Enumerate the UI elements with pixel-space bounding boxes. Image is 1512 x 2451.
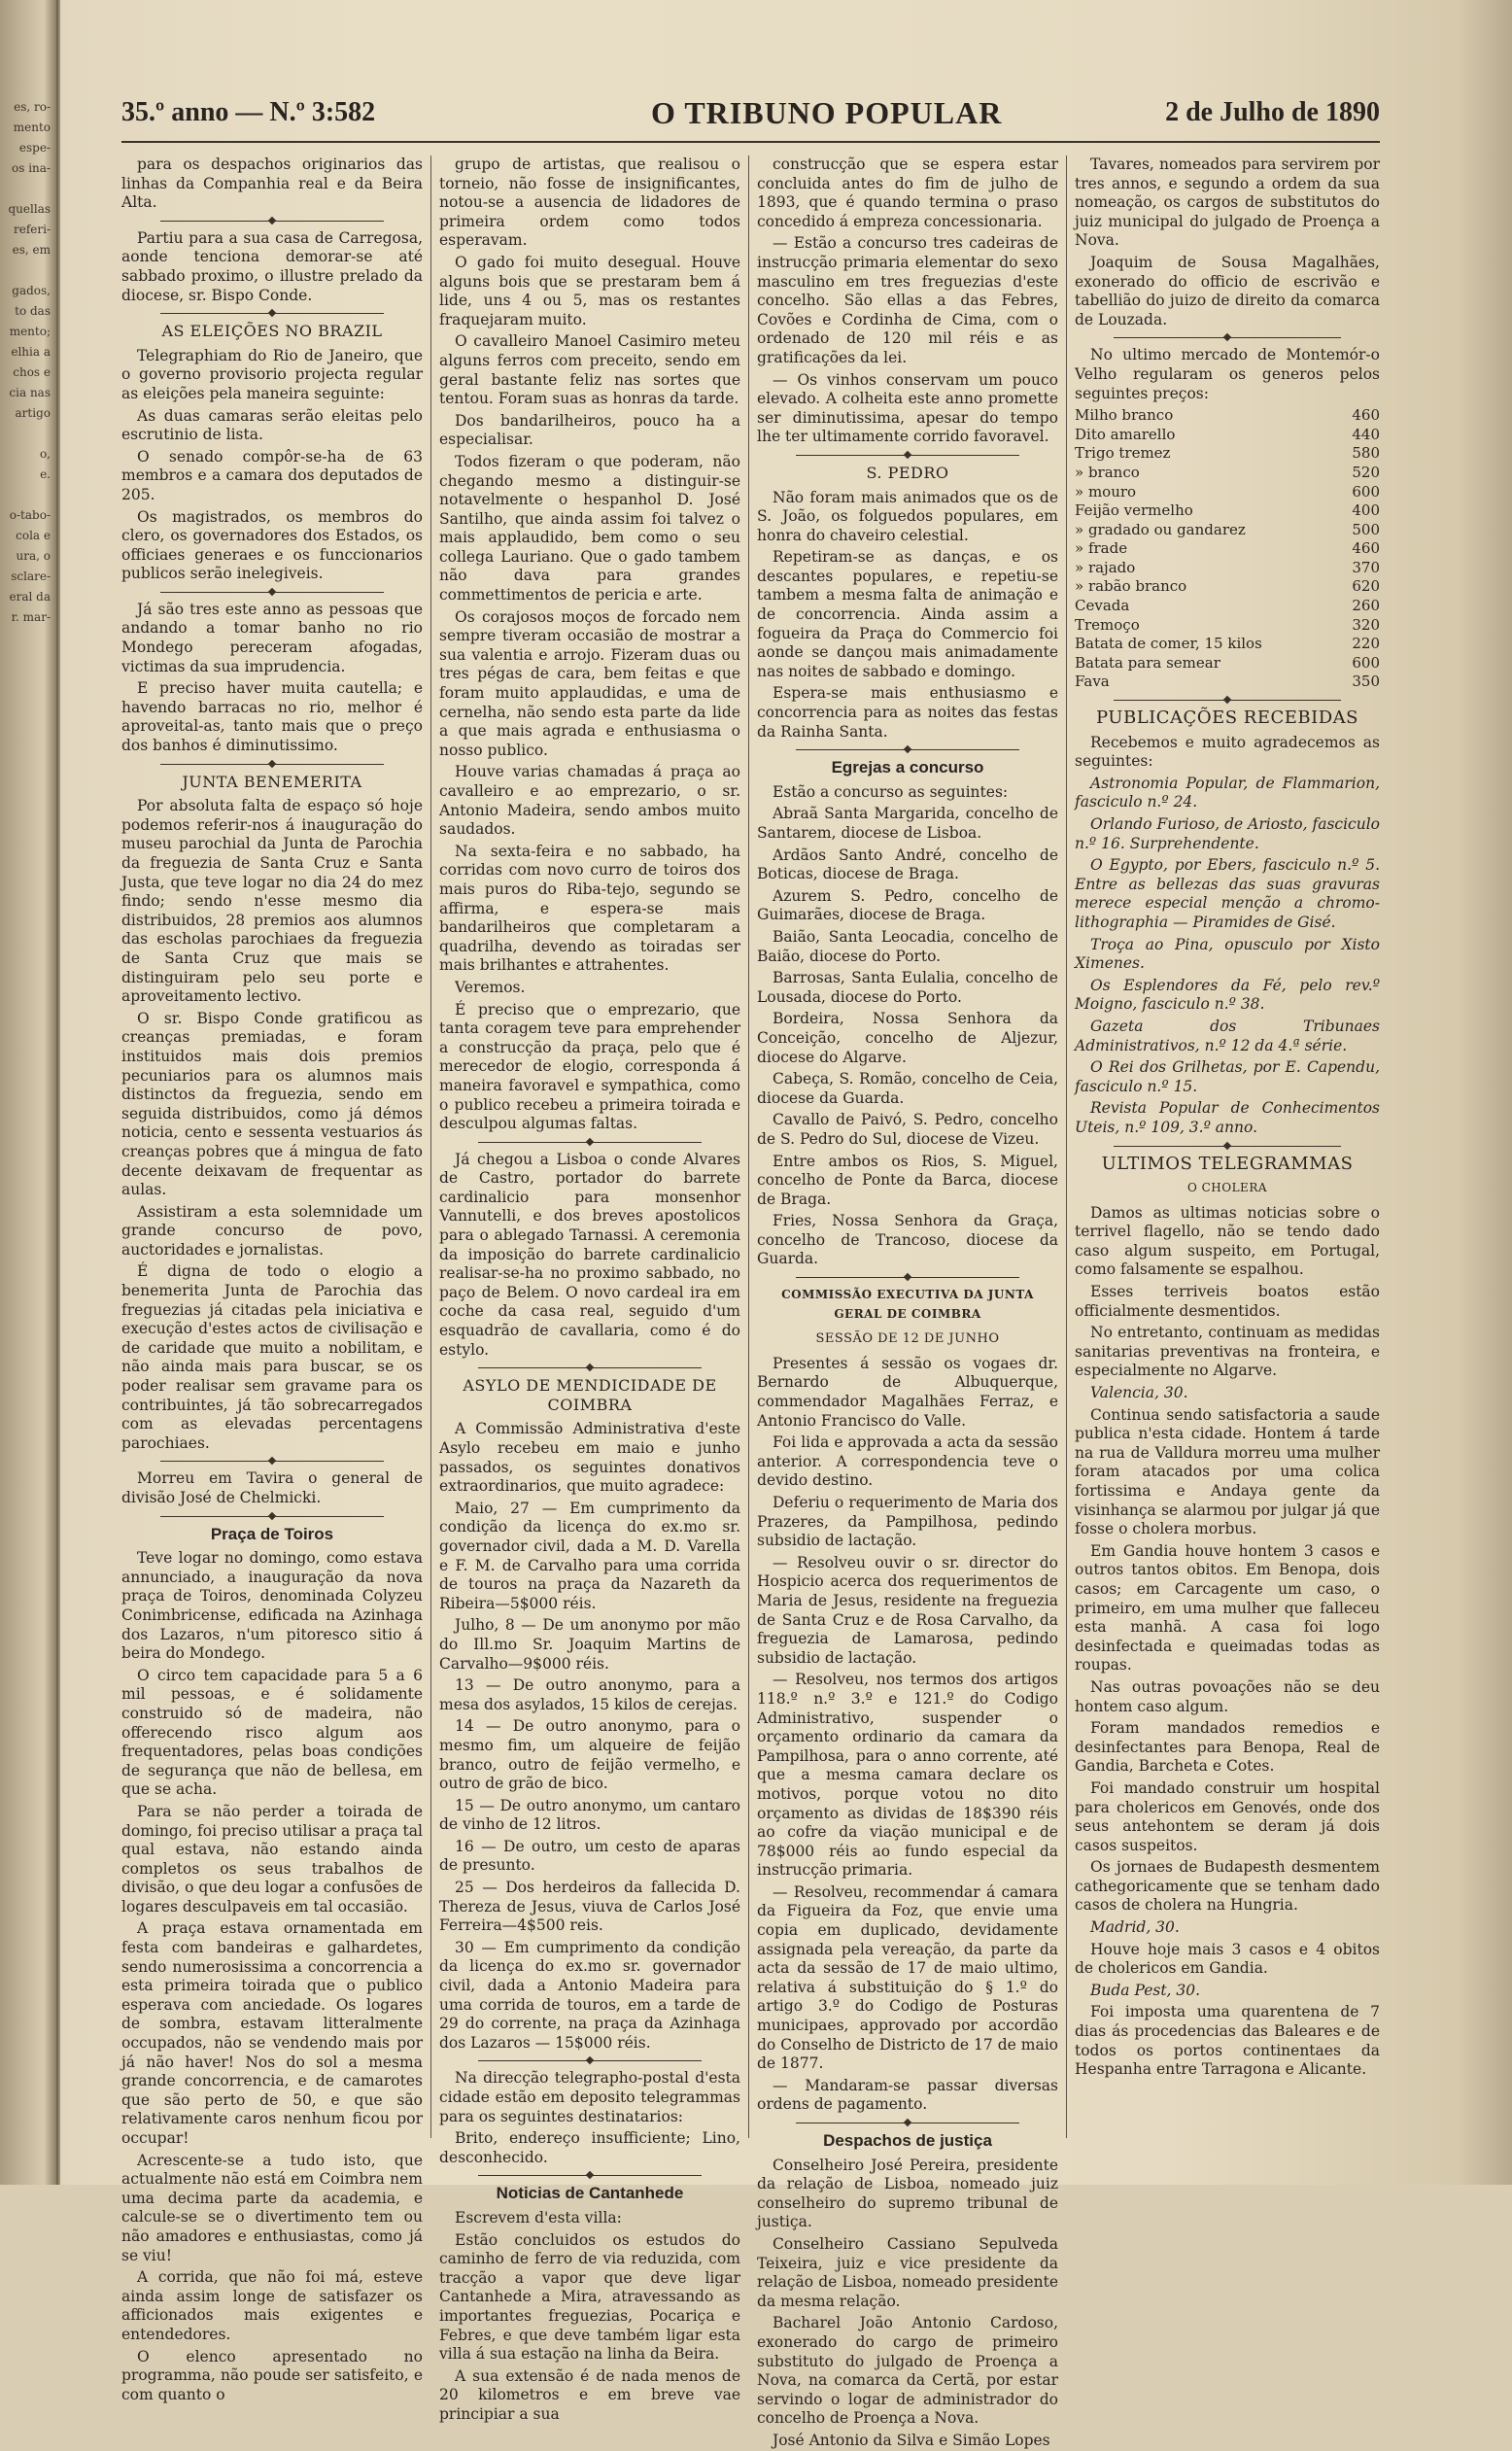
publication-entry: Troça ao Pina, opusculo por Xisto Ximenes. <box>1075 935 1380 973</box>
article-text: Já são tres este anno as pessoas que andando a tomar banho no rio Mondego pereceram afogadas, victimas da sua imprudencia. <box>121 600 423 675</box>
price-item: » mouro <box>1075 482 1137 501</box>
column-4 <box>1075 155 1380 2158</box>
margin-fragment: referi- <box>13 223 51 236</box>
article-text: No ultimo mercado de Montemór-o Velho regularam os generos pelos seguintes preços: <box>1075 346 1380 402</box>
article-text: Na direcção telegrapho-postal d'esta cidade estão em deposito telegrammas para os seguintes destinatarios: <box>439 2069 740 2125</box>
column-divider <box>748 155 749 2138</box>
price-row <box>1075 464 1380 483</box>
article-text: Assistiram a esta solemnidade um grande concurso de povo, auctoridades e jornalistas. <box>121 1202 423 1259</box>
article-text: Brito, endereço insufficiente; Lino, desconhecido. <box>439 2129 740 2166</box>
price-value: 440 <box>1352 425 1380 443</box>
article-text: Cabeça, S. Romão, concelho de Ceia, diocese da Guarda. <box>757 1070 1058 1107</box>
article-text: Partiu para a sua casa de Carregosa, aonde tenciona demorar-se até sabbado proximo, o illustre prelado da diocese, sr. Bispo Conde. <box>121 228 423 304</box>
publication-entry: O Egypto, por Ebers, fasciculo n.º 5. Entre as bellezas das suas gravuras merece especial menção a chromo-lithographia — Piramides de Gisé. <box>1075 856 1380 931</box>
article-text: Cavallo de Paivó, S. Pedro, concelho de S. Pedro do Sul, diocese de Vizeu. <box>757 1111 1058 1148</box>
article-text: Estão a concurso as seguintes: <box>773 782 1009 801</box>
article-text: Ardãos Santo André, concelho de Boticas, diocese de Braga. <box>757 846 1058 883</box>
issue-date: 2 de Julho de 1890 <box>1165 97 1380 127</box>
article-text: A corrida, que não foi má, esteve ainda assim longe de satisfazer os afficionados mais exigentes e entendedores. <box>121 2268 423 2343</box>
price-item: » rabão branco <box>1075 577 1187 596</box>
article-text: No entretanto, continuam as medidas sanitarias preventivas na fronteira, e especialmente no Algarve. <box>1075 1324 1380 1380</box>
article-text: As duas camaras serão eleitas pelo escrutinio de lista. <box>121 406 423 444</box>
page-fold <box>56 0 60 2185</box>
price-value: 580 <box>1352 444 1380 463</box>
article-text: Continua sendo satisfactoria a saude publica n'esta cidade. Hontem á tarde na rua de Valldura morreu uma mulher foram atacados por uma colica fortissima e Andaya gente da visinhança se alarmou por julgar já que fosse o cholera morbus. <box>1075 1405 1380 1538</box>
article-text: Recebemos e muito agradecemos as seguintes: <box>1075 733 1380 771</box>
article-text: 16 — De outro, um cesto de aparas de presunto. <box>439 1837 740 1875</box>
margin-fragment: artigo <box>15 406 51 420</box>
article-text: Entre ambos os Rios, S. Miguel, concelho de Ponte da Barca, diocese de Braga. <box>757 1152 1058 1208</box>
article-text: Damos as ultimas noticias sobre o terrivel flagello, não se tendo dado caso algum suspeito, em Portugal, como falsamente se espalhou. <box>1075 1203 1380 1279</box>
article-text: Houve varias chamadas á praça ao cavalleiro e ao emprezario, o sr. Antonio Madeira, sendo ambos muito saudados. <box>439 763 740 839</box>
section-subheading: SESSÃO DE 12 DE JUNHO <box>815 1331 1000 1347</box>
margin-fragment: mento; <box>9 325 51 338</box>
margin-fragment: eral da <box>9 590 51 604</box>
separator <box>1114 1146 1341 1147</box>
article-text: grupo de artistas, que realisou o torneio, não fosse de insignificantes, notou-se a ausencia de lidadores de primeira ordem como todos esperavam. <box>439 155 740 250</box>
price-item: Batata de comer, 15 kilos <box>1075 635 1262 653</box>
publication-entry: Revista Popular de Conhecimentos Uteis, n.º 109, 3.º anno. <box>1075 1099 1380 1136</box>
section-heading: AS ELEIÇÕES NO BRAZIL <box>161 322 383 341</box>
article-text: O sr. Bispo Conde gratificou as creanças premiadas, e foram instituidos mais dois premios pecuniarios para os alumnos mais distinctos da freguezia, sendo em seguida distribuidos, como já démos noticia, cento e sessenta vestuarios ás creanças pobres que á mingua de fato decente deixavam de frequentar as aulas. <box>121 1009 423 1199</box>
article-text: A sua extensão é de nada menos de 20 kilometros e em breve vae principiar a sua <box>439 2366 740 2423</box>
separator <box>478 2175 702 2176</box>
article-text: 13 — De outro anonymo, para a mesa dos asylados, 15 kilos de cerejas. <box>439 1676 740 1713</box>
margin-fragment: quellas <box>8 202 51 216</box>
price-row <box>1075 406 1380 426</box>
price-value: 320 <box>1352 615 1380 634</box>
article-text: A praça estava ornamentada em festa com bandeiras e galhardetes, sendo numerosissima a concorrencia a esta primeira toirada que o publico esperava com anciedade. Os logares de sombra, estavam litteralmente occupados, não se vendendo mais por já não haver! Nos do sol a mesma grande concorrencia, e de camarotes que são perto de 50, e que são relativamente caros nenhum ficou por occupar! <box>121 1919 423 2147</box>
article-text: — Resolveu, nos termos dos artigos 118.º n.º 3.º e 121.º do Codigo Administrativo, suspender o orçamento ordinario da camara da Pampilhosa, para o anno corrente, até que a mesma camara declare os motivos, porque votou no dito orçamento as dividas de 18$390 réis ao cofre da viação municipal e de 78$000 réis ao fundo especial da instrucção primaria. <box>757 1671 1058 1880</box>
separator <box>160 764 384 765</box>
margin-fragment: o, <box>39 447 51 461</box>
article-text: Por absoluta falta de espaço só hoje podemos referir-nos á inauguração do museu parochial da Junta de Parochia da freguezia de Santa Cruz e Santa Justa, que teve logar no dia 24 do mez findo; sendo n'esse mesmo dia distribuidos, 28 premios aos alumnos das escholas parochiaes da freguezia de Santa Cruz que mais se distinguiram pelo seu porte e aproveitamento lectivo. <box>121 797 423 1006</box>
price-row <box>1075 539 1380 559</box>
article-text: Foi imposta uma quarentena de 7 dias ás procedencias das Baleares e de todos os portos continentaes da Hespanha entre Tarragona e Alicante. <box>1075 2003 1380 2079</box>
price-value: 400 <box>1352 501 1380 520</box>
margin-fragment <box>0 424 51 444</box>
newspaper-title: O TRIBUNO POPULAR <box>651 95 1003 130</box>
price-item: Batata para semear <box>1075 653 1220 672</box>
price-row <box>1075 444 1380 464</box>
separator <box>478 1367 702 1368</box>
price-row <box>1075 597 1380 616</box>
margin-fragment: sclare- <box>11 570 51 583</box>
section-heading: JUNTA BENEMERITA <box>182 772 362 791</box>
article-text: Espera-se mais enthusiasmo e concorrencia para as noites das festas da Rainha Santa. <box>757 684 1058 741</box>
article-text: — Resolveu ouvir o sr. director do Hospicio acerca dos requerimentos de Maria de Jesus, residente na freguezia de Santa Cruz e de Rosa Carvalho, da freguezia de Lamarosa, pedindo subsidio de lactação. <box>757 1553 1058 1667</box>
price-row <box>1075 577 1380 597</box>
section-heading: Egrejas a concurso <box>831 758 984 777</box>
price-row <box>1075 635 1380 654</box>
price-item: Fava <box>1075 673 1110 691</box>
price-value: 260 <box>1352 597 1380 615</box>
article-text: 30 — Em cumprimento da condição da licença do ex.mo sr. governador civil, dada a Antonio Madeira para uma corrida de touros, em a tarde de 29 do corrente, na praça da Azinhaga dos Lazaros — 15$000 réis. <box>439 1938 740 2052</box>
article-text: Acrescente-se a tudo isto, que actualmente não está em Coimbra nem uma decima parte da academia, e calcule-se se o divertimento tem ou não amadores e enthusiastas, como já se viu! <box>121 2151 423 2264</box>
price-value: 460 <box>1352 406 1380 425</box>
left-margin-fragments <box>0 97 51 628</box>
margin-fragment: elhia a <box>11 345 51 359</box>
price-value: 220 <box>1352 635 1380 653</box>
article-text: Deferiu o requerimento de Maria dos Prazeres, da Pampilhosa, pedindo subsidio de lactação. <box>757 1494 1058 1550</box>
article-text: Já chegou a Lisboa o conde Alvares de Castro, portador do barrete cardinalicio para monsenhor Vannutelli, e dos breves apostolicos para o ablegado Tarnassi. A ceremonia da imposição do barrete cardinalicio realisar-se-ha no proximo sabbado, no paço de Belem. O novo cardeal ira em coche da casa real, seguido d'um esquadrão de cavallaria, como é do estylo. <box>439 1150 740 1359</box>
article-text: Barrosas, Santa Eulalia, concelho de Lousada, diocese do Porto. <box>757 969 1058 1006</box>
dateline: Madrid, 30. <box>1090 1918 1180 1937</box>
article-text: Joaquim de Sousa Magalhães, exonerado do officio de escrivão e tabellião do juizo de direito da comarca de Louzada. <box>1075 253 1380 328</box>
column-2 <box>439 155 740 2423</box>
margin-fragment: ura, o <box>16 549 51 563</box>
article-text: Estão concluidos os estudos do caminho de ferro de via reduzida, com tracção a vapor que deve ligar Cantanhede a Mira, atravessando as importantes freguezias, Pocariça e Febres, e que deve também ligar esta villa á sua estação na linha da Beira. <box>439 2230 740 2364</box>
price-value: 600 <box>1352 482 1380 501</box>
article-text: O elenco apresentado no programma, não poude ser satisfeito, e com quanto o <box>121 2347 423 2403</box>
article-text: Escrevem d'esta villa: <box>455 2208 622 2227</box>
price-row <box>1075 654 1380 673</box>
price-row <box>1075 501 1380 521</box>
price-row <box>1075 559 1380 578</box>
publication-entry: Os Esplendores da Fé, pelo rev.º Moigno, fasciculo n.º 38. <box>1075 976 1380 1014</box>
section-heading: PUBLICAÇÕES RECEBIDAS <box>1096 708 1358 729</box>
price-item: Trigo tremez <box>1075 444 1171 463</box>
price-value: 460 <box>1352 539 1380 558</box>
article-text: Conselheiro José Pereira, presidente da relação de Lisboa, nomeado juiz conselheiro do supremo tribunal de justiça. <box>757 2156 1058 2231</box>
column-1 <box>121 155 423 2403</box>
article-text: Teve logar no domingo, como estava annunciado, a inauguração da nova praça de Toiros, denominada Colyzeu Conimbricense, edificada na Azinhaga dos Lazaros, n'um pitoresco sitio á beira do Mondego. <box>121 1549 423 1663</box>
dateline: Buda Pest, 30. <box>1090 1981 1201 1999</box>
price-value: 370 <box>1352 558 1380 576</box>
section-heading: COMMISSÃO EXECUTIVA DA JUNTA GERAL DE COIMBRA <box>781 1288 1034 1321</box>
margin-fragment: r. mar- <box>11 610 51 624</box>
article-text: Nas outras povoações não se deu hontem caso algum. <box>1075 1677 1380 1715</box>
article-text: É digna de todo o elogio a benemerita Junta de Parochia das freguezias já citadas pela iniciativa e execução d'estes actos de civilisação e de caridade que muito a nobilitam, e não ainda mais para buscar, se os poder realisar sem gravame para os contribuintes, já tão sobrecarregados com as elevadas percentagens parochiaes. <box>121 1262 423 1452</box>
section-heading: ASYLO DE MENDICIDADE DE COIMBRA <box>463 1376 717 1414</box>
price-item: Cevada <box>1075 597 1130 615</box>
article-text: para os despachos originarios das linhas da Companhia real e da Beira Alta. <box>121 155 423 212</box>
price-item: » gradado ou gandarez <box>1075 520 1246 538</box>
article-text: 15 — De outro anonymo, um cantaro de vinho de 12 litros. <box>439 1796 740 1834</box>
margin-fragment: es, em <box>12 243 51 257</box>
masthead <box>121 91 1380 136</box>
separator <box>160 313 384 314</box>
section-heading: S. PEDRO <box>866 463 949 482</box>
publication-entry: Orlando Furioso, de Ariosto, fasciculo n.º 16. Surprehendente. <box>1075 815 1380 852</box>
column-divider <box>430 155 431 2138</box>
article-text: Morreu em Tavira o general de divisão José de Chelmicki. <box>121 1469 423 1506</box>
price-item: » branco <box>1075 463 1140 481</box>
article-text: 14 — De outro anonymo, para o mesmo fim, um alqueire de feijão branco, outro de feijão vermelho, e outro de grão de bico. <box>439 1717 740 1793</box>
article-text: É preciso que o emprezario, que tanta coragem teve para emprehender a construcção da praça, pelo que é merecedor de elogio, corresponda á maneira favoravel e sympathica, como o publico recebeu a primeira toirada e desculpou algumas faltas. <box>439 1000 740 1133</box>
margin-fragment <box>0 179 51 199</box>
separator <box>160 221 384 222</box>
section-heading: Despachos de justiça <box>823 2131 992 2150</box>
separator <box>796 749 1019 750</box>
separator <box>1114 337 1341 338</box>
article-text: Abraã Santa Margarida, concelho de Santarem, diocese de Lisboa. <box>757 805 1058 842</box>
article-text: Na sexta-feira e no sabbado, ha corridas com novo curro de toiros dos mais puros do Riba-tejo, segundo se affirma, e espera-se mais bandarilheiros que completaram a quadrilha, devendo as toiradas ser mais brilhantes e attrahentes. <box>439 842 740 975</box>
price-row <box>1075 483 1380 502</box>
separator <box>478 1142 702 1143</box>
price-value: 620 <box>1352 577 1380 596</box>
margin-fragment: espe- <box>18 141 51 155</box>
article-text: Bacharel João Antonio Cardoso, exonerado do cargo de primeiro substituto do julgado de Proença a Nova, na comarca da Certã, por estar servindo o logar de administrador do concelho de Proença a Nova. <box>757 2314 1058 2428</box>
article-text: Presentes á sessão os vogaes dr. Bernardo de Albuquerque, commendador Magalhães Ferraz, e Antonio Francisco do Valle. <box>757 1354 1058 1430</box>
article-text: Tavares, nomeados para servirem por tres annos, e segundo a ordem da sua nomeação, os cargos de substitutos do juiz municipal do julgado de Proença a Nova. <box>1075 155 1380 250</box>
article-text: Repetiram-se as danças, e os descantes populares, e repetiu-se tambem a mesma falta de animação e de concorrencia. Ainda assim a fogueira da Praça do Commercio foi aonde se dançou mais animadamente nas noites de sabbado e domingo. <box>757 548 1058 680</box>
article-text: — Resolveu, recommendar á camara da Figueira da Foz, que envie uma copia em duplicado, devidamente assignada pela vereação, da parte da acta da sessão de 17 de maio ultimo, relativa á substituição do § 1.º do artigo 3.º do Codigo de Posturas municipaes, approvado por accordão do Conselho de Districto de 17 de maio de 1877. <box>757 1882 1058 2073</box>
article-text: Dos bandarilheiros, pouco ha a especialisar. <box>439 411 740 449</box>
article-text: Baião, Santa Leocadia, concelho de Baião, diocese do Porto. <box>757 927 1058 965</box>
price-row <box>1075 521 1380 540</box>
article-text: Maio, 27 — Em cumprimento da condição da licença do ex.mo sr. governador civil, dada a M. D. Varella e F. M. de Carvalho para uma corrida de touros na praça da Nazareth da Ribeira—5$000 réis. <box>439 1499 740 1612</box>
margin-fragment: cia nas <box>9 386 51 399</box>
article-text: Para se não perder a toirada de domingo, foi preciso utilisar a praça tal qual estava, não estando ainda completos os seus trabalhos de divisão, o que deu logar a confusões de logares desculpaveis em tal occasião. <box>121 1802 423 1916</box>
dateline: Valencia, 30. <box>1090 1384 1188 1402</box>
separator <box>796 1277 1019 1278</box>
masthead-rule <box>121 141 1380 143</box>
price-value: 500 <box>1352 520 1380 538</box>
margin-fragment: gados, <box>12 284 51 297</box>
price-item: » frade <box>1075 539 1128 558</box>
article-text: Fries, Nossa Senhora da Graça, concelho de Trancoso, diocese da Guarda. <box>757 1212 1058 1268</box>
publication-entry: Gazeta dos Tribunaes Administrativos, n.º 12 da 4.ª série. <box>1075 1017 1380 1054</box>
separator <box>160 1516 384 1517</box>
price-item: Feijão vermelho <box>1075 501 1193 520</box>
price-item: Milho branco <box>1075 406 1174 425</box>
margin-fragment <box>0 485 51 505</box>
article-text: Em Gandia houve hontem 3 casos e outros tantos obitos. Em Benopa, dois casos; em Carcagente um caso, o primeiro, em uma mulher que falleceu esta manhã. A casa foi logo desinfectada e queimadas todas as roupas. <box>1075 1541 1380 1674</box>
price-item: Tremoço <box>1075 615 1140 634</box>
margin-fragment: o-tabo- <box>9 508 51 522</box>
publication-entry: O Rei dos Grilhetas, por E. Capendu, fasciculo n.º 15. <box>1075 1058 1380 1095</box>
article-text: Os magistrados, os membros do clero, os governadores dos Estados, os officiaes generaes e os funccionarios publicos serão inelegiveis. <box>121 507 423 583</box>
margin-fragment: e. <box>40 467 51 481</box>
article-text: Telegraphiam do Rio de Janeiro, que o governo provisorio projecta regular as eleições pela maneira seguinte: <box>121 346 423 402</box>
price-value: 520 <box>1352 463 1380 481</box>
article-text: A Commissão Administrativa d'este Asylo recebeu em maio e junho passados, os seguintes donativos extraordinarios, que muito agradece: <box>439 1420 740 1496</box>
article-text: — Estão a concurso tres cadeiras de instrucção primaria elementar do sexo masculino em tres freguezias d'este concelho. São ellas a das Febres, Covões e Cordinha de Cima, com o ordenado de 120 mil réis e as gratificações da lei. <box>757 234 1058 366</box>
price-row <box>1075 673 1380 692</box>
article-text: Todos fizeram o que poderam, não chegando mesmo a distinguir-se notavelmente o hespanhol D. José Santilho, que ainda assim foi talvez o mais applaudido, bem como o seu collega Lauriano. Que o gado tambem não dava para grandes commettimentos de pericia e arte. <box>439 452 740 604</box>
article-text: — Os vinhos conservam um pouco elevado. A colheita este anno promette ser diminutissima, apesar do tempo lhe ter ultimamente corrido favoravel. <box>757 370 1058 446</box>
article-text: Foi mandado construir um hospital para cholericos em Genovés, onde dos seus antehontem se deram já dois casos suspeitos. <box>1075 1778 1380 1854</box>
margin-fragment: os ina- <box>12 161 51 175</box>
margin-fragment: chos e <box>13 365 51 379</box>
section-subheading: O CHOLERA <box>1186 1181 1268 1195</box>
price-value: 600 <box>1352 653 1380 672</box>
section-heading: ULTIMOS TELEGRAMMAS <box>1101 1153 1354 1174</box>
price-item: Dito amarello <box>1075 425 1176 443</box>
price-list <box>1075 406 1380 692</box>
separator <box>160 1461 384 1462</box>
article-text: — Mandaram-se passar diversas ordens de pagamento. <box>757 2076 1058 2114</box>
margin-fragment: to das <box>15 304 51 318</box>
separator <box>160 592 384 593</box>
margin-fragment: mento <box>13 121 51 134</box>
column-divider <box>1066 155 1067 2138</box>
article-text: Não foram mais animados que os de S. João, os folguedos populares, em honra do chaveiro celestial. <box>757 488 1058 544</box>
article-text: E preciso haver muita cautella; e havendo barracas no rio, melhor é aproveital-as, tanto mais que o preço dos banhos é diminutissimo. <box>121 679 423 755</box>
article-text: Julho, 8 — De um anonymo por mão do Ill.mo Sr. Joaquim Martins de Carvalho—9$000 réis. <box>439 1616 740 1673</box>
article-text: O gado foi muito desegual. Houve alguns bois que se prestaram bem á lide, uns 4 ou 5, mas os restantes fraquejaram muito. <box>439 253 740 328</box>
price-row <box>1075 426 1380 445</box>
article-text: José Antonio da Silva e Simão Lopes <box>773 2431 1050 2449</box>
separator <box>1114 700 1341 701</box>
price-item: » rajado <box>1075 558 1136 576</box>
margin-fragment <box>0 260 51 281</box>
margin-fragment: cola e <box>16 529 51 542</box>
article-text: O cavalleiro Manoel Casimiro meteu alguns ferros com preceito, sendo em geral bastante feliz nas sortes que tentou. Foram suas as honras da tarde. <box>439 332 740 408</box>
article-text: Foi lida e approvada a acta da sessão anterior. A correspondencia teve o devido destino. <box>757 1433 1058 1490</box>
article-text: Os jornaes de Budapesth desmentem cathegoricamente que se tenham dado casos de cholera na Hungria. <box>1075 1858 1380 1915</box>
issue-number: 35.º anno — N.º 3:582 <box>121 97 376 127</box>
margin-fragment: es, ro- <box>14 100 51 114</box>
article-text: Conselheiro Cassiano Sepulveda Teixeira, juiz e vice presidente da relação de Lisboa, nomeado presidente da mesma relação. <box>757 2234 1058 2310</box>
article-text: Os corajosos moços de forcado nem sempre tiveram occasião de mostrar a sua valentia e arrojo. Fizeram duas ou tres pégas de cara, bem feitas e que foram muito applaudidas, e uma de cernelha, não sendo esta parte da lide a que mais agrada e enthusiasma o nosso publico. <box>439 607 740 759</box>
separator <box>796 455 1019 456</box>
column-3 <box>757 155 1058 2449</box>
section-heading: Noticias de Cantanhede <box>496 2184 684 2203</box>
article-text: Foram mandados remedios e desinfectantes para Benopa, Real de Gandia, Barcheta e Cotes. <box>1075 1719 1380 1776</box>
article-text: construcção que se espera estar concluida antes do fim de julho de 1893, que é quando termina o praso concedido á empreza concessionaria. <box>757 155 1058 230</box>
price-value: 350 <box>1352 673 1380 691</box>
publication-entry: Astronomia Popular, de Flammarion, fasciculo n.º 24. <box>1075 774 1380 811</box>
section-heading: Praça de Toiros <box>210 1524 334 1543</box>
article-text: Esses terriveis boatos estão officialmente desmentidos. <box>1075 1283 1380 1320</box>
price-row <box>1075 616 1380 636</box>
article-text: Bordeira, Nossa Senhora da Conceição, concelho de Aljezur, diocese do Algarve. <box>757 1010 1058 1066</box>
article-text: O senado compôr-se-ha de 63 membros e a camara dos deputados de 205. <box>121 447 423 503</box>
article-text: Azurem S. Pedro, concelho de Guimarães, diocese de Braga. <box>757 886 1058 924</box>
article-text: O circo tem capacidade para 5 a 6 mil pessoas, e é solidamente construido só de madeira, não offerecendo risco algum aos frequentadores, pelas boas condições de segurança que não de bellesa, em que se acha. <box>121 1666 423 1799</box>
separator <box>478 2060 702 2061</box>
article-text: 25 — Dos herdeiros da fallecida D. Thereza de Jesus, viuva de Carlos José Ferreira—4$500 reis. <box>439 1879 740 1935</box>
article-text: Houve hoje mais 3 casos e 4 obitos de cholericos em Gandia. <box>1075 1940 1380 1978</box>
article-text: Veremos. <box>455 978 526 996</box>
